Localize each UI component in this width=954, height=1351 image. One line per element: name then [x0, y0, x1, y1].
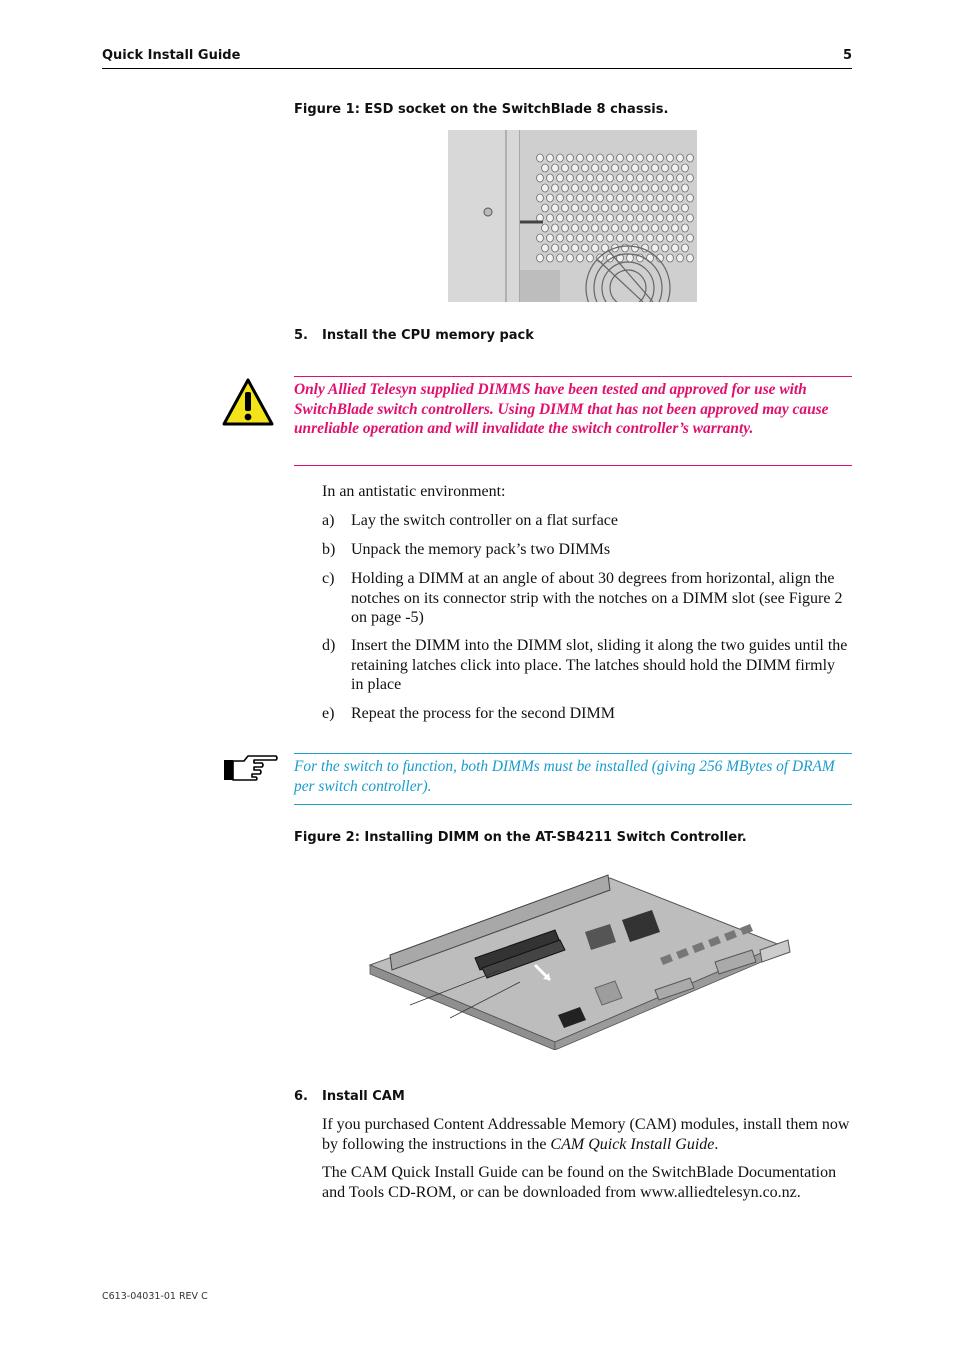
pointing-hand-icon: [222, 752, 278, 782]
cam-p1-text: If you purchased Content Addressable Memory (CAM) modules, install them now by following the instructions in the: [322, 1116, 850, 1153]
intro-text: In an antistatic environment:: [322, 483, 506, 500]
list-item-label: d): [322, 637, 336, 654]
step-6-heading: [294, 1089, 405, 1104]
figure2-caption: Figure 2: Installing DIMM on the AT-SB4211 Switch Controller.: [294, 830, 747, 845]
list-item-label: b): [322, 541, 336, 558]
step-6-title: Install CAM: [322, 1089, 405, 1104]
note-box: [294, 753, 852, 805]
list-item-text: Repeat the process for the second DIMM: [351, 705, 615, 722]
footer-doc-id: C613-04031-01 REV C: [102, 1291, 208, 1302]
warning-text: Only Allied Telesyn supplied DIMMS have been tested and approved for use with SwitchBlade switch controllers. Using DIMM that has not been approved may cause unreliable operation and will invalidate the switch controller’s warranty.: [294, 381, 829, 437]
figure2-dimm-install-image: [360, 870, 796, 1050]
cam-paragraph-1: [322, 1115, 852, 1154]
list-item-label: e): [322, 705, 335, 722]
list-item-label: c): [322, 570, 335, 587]
list-item-text: Holding a DIMM at an angle of about 30 degrees from horizontal, align the notches on its connector strip with the notches on a DIMM slot (see Figure 2 on page -5): [351, 570, 843, 626]
figure1-caption: Figure 1: ESD socket on the SwitchBlade 8 chassis.: [294, 102, 669, 117]
page-header: [102, 48, 852, 69]
figure1-chassis-image: [448, 130, 697, 302]
list-item-label: a): [322, 512, 335, 529]
list-item-text: Unpack the memory pack’s two DIMMs: [351, 541, 611, 558]
page-number: 5: [842, 48, 852, 63]
step-6-number: 6.: [294, 1089, 308, 1104]
cam-paragraph-2: The CAM Quick Install Guide can be found on the SwitchBlade Documentation and Tools CD-ROM, or can be downloaded from www.alliedtelesyn.co.nz.: [322, 1164, 837, 1201]
list-item-text: Insert the DIMM into the DIMM slot, sliding it along the two guides until the retaining latches click into place. The latches should hold the DIMM firmly in place: [351, 637, 848, 693]
step-5-number: 5.: [294, 328, 308, 343]
header-title: Quick Install Guide: [102, 48, 241, 63]
note-text: For the switch to function, both DIMMs must be installed (giving 256 MBytes of DRAM per switch controller).: [294, 758, 835, 795]
cam-guide-title: CAM Quick Install Guide: [550, 1135, 715, 1153]
warning-triangle-icon: [222, 378, 274, 426]
step-5-heading: [294, 328, 534, 343]
list-item-text: Lay the switch controller on a flat surface: [351, 512, 618, 529]
step-5-title: Install the CPU memory pack: [322, 328, 534, 343]
cam-p1-end: .: [714, 1135, 719, 1153]
warning-box: [294, 376, 852, 466]
